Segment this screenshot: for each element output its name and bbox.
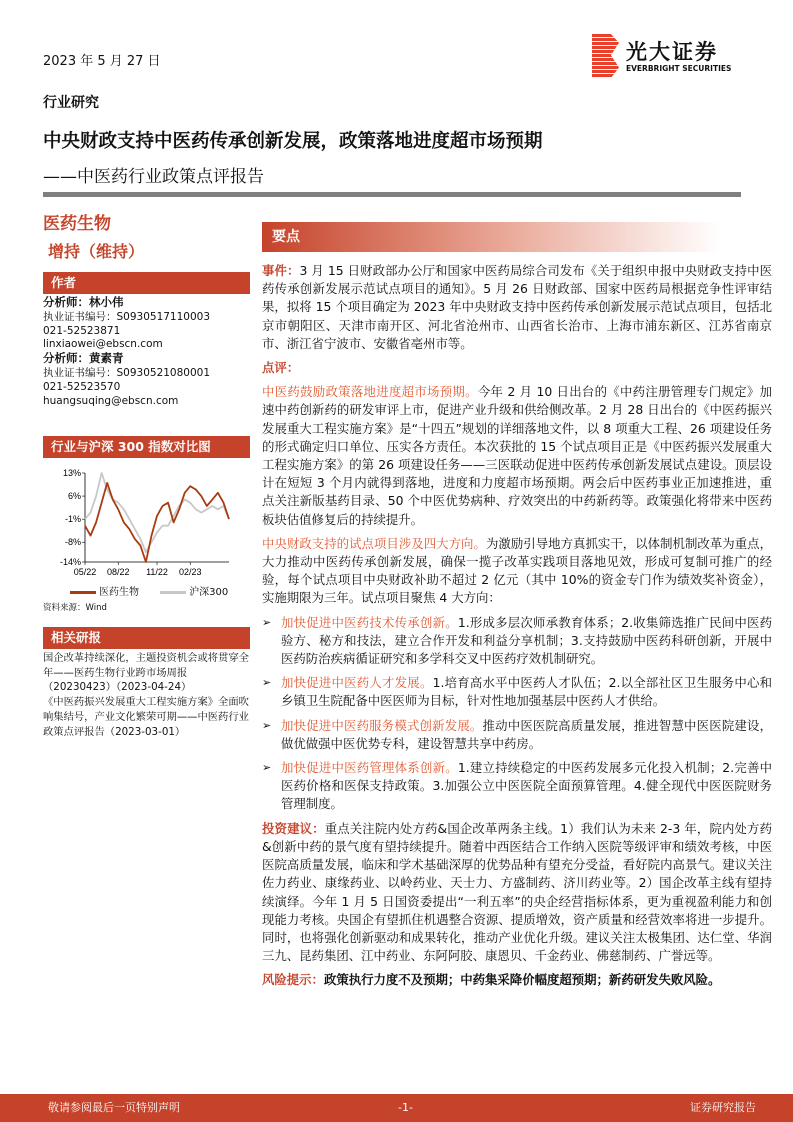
analyst-name: 分析师：林小伟: [43, 295, 124, 309]
report-title: 中央财政支持中医药传承创新发展，政策落地进度超市场预期: [43, 131, 543, 152]
sidebar: [43, 212, 250, 740]
analyst-phone: 021-52523871: [43, 324, 121, 337]
analyst-cert: 执业证书编号：S0930521080001: [43, 366, 211, 379]
related-report-link[interactable]: 国企改革持续深化，主题投资机会或将贯穿全年——医药生物行业跨市场周报（20230423）（2023-04-24）: [43, 651, 249, 694]
footer-disclaimer[interactable]: 敬请参阅最后一页特别声明: [48, 1101, 180, 1114]
key-points-heading: 要点: [262, 222, 772, 252]
analyst-email[interactable]: linxiaowei@ebscn.com: [43, 338, 163, 351]
footer: [0, 1094, 793, 1122]
y-tick-label: -8%: [64, 537, 81, 548]
x-tick-label: 08/22: [106, 567, 130, 578]
legend-item: 沪深300: [160, 586, 228, 600]
comment-label: 点评：: [262, 360, 300, 376]
y-tick-label: -14%: [59, 557, 81, 568]
y-tick-label: 13%: [62, 468, 81, 479]
report-subtitle: ——中医药行业政策点评报告: [43, 167, 264, 187]
bullet-item: ➢ 加快促进中医药服务模式创新发展。推动中医医院高质量发展，推进智慧中医医院建设，做优做强中医优势专科，建设智慧共享中药房。: [262, 717, 773, 751]
bullet-item: ➢ 加快促进中医药人才发展。1.培育高水平中医药人才队伍；2.以全部社区卫生服务中心和乡镇卫生院配备中医医师为目标，针对性地加强基层中医药人才供给。: [262, 675, 772, 709]
related-reports: [43, 651, 253, 740]
index-comparison-chart: [43, 460, 250, 585]
analyst-email[interactable]: huangsuqing@ebscn.com: [43, 394, 179, 407]
analyst-name: 分析师：黄素青: [43, 351, 124, 366]
arrow-bullet-icon: ➢: [262, 615, 272, 629]
chart-source: 资料来源：Wind: [43, 602, 107, 613]
x-tick-label: 11/22: [146, 567, 168, 578]
chart-heading: 行业与沪深 300 指数对比图: [43, 436, 250, 458]
logo-cn: 光大证券: [626, 40, 718, 64]
logo-en: EVERBRIGHT SECURITIES: [626, 64, 732, 73]
comment-paragraph-1: 中医药鼓励政策落地进度超市场预期。今年 2 月 10 日出台的《中药注册管理专门规定》加速中药创新药的研发审评上市，促进产业升级和供给侧改革。2 月 28 日出台的《中医药振兴发展重大工程实施方案》是“十四五”规划的详细落地文件，以 8 项重大工程、26 项建设任务的形式确定归口单位、压实各方责任。本次获批的 15 个试点项目正是《中医药振兴发展重大工程实施方案》的第 26 项建设任务——三医联动促进中医药传承创新发展试点建设。顶层设计在短短 3 个月内就得到落地，进度和力度超市场预期。两会后中医药事业正加速推进，重点关注新版基药目录、50 个中医优势病种、疗效突出的中药新药等。政策强化将带来中医药板块估值修复后的持续提升。: [262, 384, 773, 527]
report-category: 行业研究: [43, 95, 99, 111]
related-report-link[interactable]: 《中医药振兴发展重大工程实施方案》全面吹响集结号，产业文化繁荣可期——中医药行业政策点评报告（2023-03-01）: [43, 696, 249, 738]
bullet-item: ➢ 加快促进中医药管理体系创新。1.建立持续稳定的中医药发展多元化投入机制；2.完善中医药价格和医保支持政策。3.加强公立中医医院全面预算管理。4.健全现代中医医院财务管理制度。: [262, 760, 772, 812]
investment-advice: 投资建议：重点关注院内处方药&国企改革两条主线。1）我们认为未来 2-3 年，院内处方药&创新中药的景气度有望持续提升。随着中西医结合工作纳入医院等级评审和绩效考核，中医医院高质量发展，临床和学术基础深厚的优势品种有望充分受益，看好院内高景气。建议关注佐力药业、康缘药业、以岭药业、天士力、方盛制药、济川药业等。2）国企改革主线有望持续演绎。今年 1 月 5 日国资委提出“一利五率”的央企经营指标体系，更为重视盈利能力和创现能力考核。央国企有望抓住机遇整合资源、提质增效，资产质量和经营效率将进一步提升。同时，也将强化创新驱动和成果转化，推动产业优化升级。建议关注太极集团、达仁堂、华润三九、昆药集团、江中药业、东阿阿胶、康恩贝、千金药业、佛慈制药、广誉远等。: [262, 820, 772, 964]
y-tick-label: -1%: [64, 514, 81, 525]
comment-paragraph-2: 中央财政支持的试点项目涉及四大方向。为激励引导地方真抓实干，以体制机制改革为重点，大力推动中医药传承创新发展，确保一揽子改革实践项目落地见效，形成可复制可推广的经验，每个试点项目中央财政补助不超过 2 亿元（其中 10%的资金专门作为绩效奖补资金），实施期限为三年。试点项目聚焦 4 大方向：: [262, 535, 773, 606]
authors-list: [43, 296, 250, 408]
analyst-cert: 执业证书编号：S0930517110003: [43, 310, 211, 323]
analyst-phone: 021-52523570: [43, 380, 121, 393]
bullet-item: ➢ 加快促进中医药技术传承创新。1.形成多层次师承教育体系；2.收集筛选推广民间中医药验方、秘方和技法，建立合作开发和利益分享机制；3.支持鼓励中医药科研创新，开展中医药防治疾病循证研究和多学科交叉中医药疗效机制研究。: [262, 614, 772, 667]
header-divider: [43, 192, 741, 197]
rating: 增持（维持）: [48, 242, 145, 261]
event-paragraph: 事件：3 月 15 日财政部办公厅和国家中医药局综合司发布《关于组织申报中央财政支持中医药传承创新发展示范试点项目的通知》。5 月 26 日财政部、国家中医药局根据竞争性评审结果，拟将 15 个项目确定为 2023 年中央财政支持中医药传承创新发展示范试点项目，包括北京市朝阳区、天津市南开区、河北省沧州市、山西省长治市、上海市浦东新区、江苏省南京市、浙江省宁波市、安徽省亳州市等。: [262, 263, 773, 351]
risk-warning: 风险提示：政策执行力度不及预期；中药集采降价幅度超预期；新药研发失败风险。: [262, 972, 721, 988]
arrow-bullet-icon: ➢: [262, 718, 272, 732]
main-content: [262, 262, 772, 990]
arrow-bullet-icon: ➢: [262, 761, 272, 775]
legend-item: 医药生物: [70, 586, 139, 600]
sector-name: 医药生物: [43, 214, 111, 234]
authors-heading: 作者: [43, 272, 250, 294]
x-tick-label: 05/22: [73, 567, 97, 578]
footer-label: 证券研究报告: [690, 1101, 756, 1114]
y-tick-label: 6%: [67, 491, 81, 502]
series-line-pharma: [85, 483, 229, 562]
page-number: -1-: [398, 1101, 413, 1114]
related-heading: 相关研报: [43, 627, 250, 649]
arrow-bullet-icon: ➢: [262, 676, 272, 690]
x-tick-label: 02/23: [178, 567, 202, 578]
logo-mark-icon: [592, 34, 619, 78]
chart-legend: [43, 585, 250, 600]
everbright-logo: [592, 34, 742, 80]
report-date: 2023 年 5 月 27 日: [43, 54, 161, 69]
